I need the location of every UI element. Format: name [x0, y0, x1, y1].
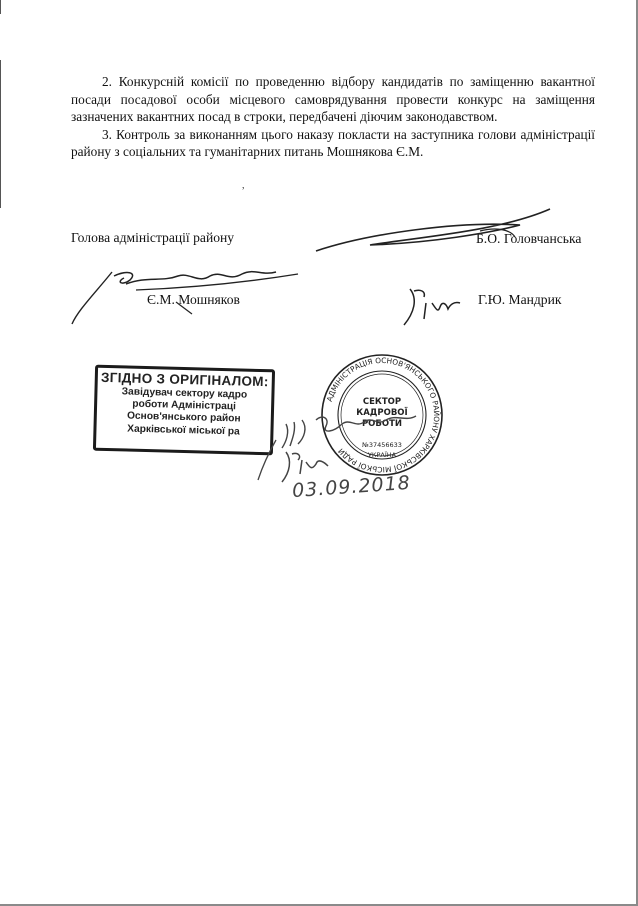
stamp-title: ЗГІДНО З ОРИГІНАЛОМ: — [100, 369, 269, 390]
head-title: Голова адміністрації району — [71, 230, 235, 245]
stamp-line-3: Основ'янського район — [126, 410, 241, 425]
seal-center-2: КАДРОВОЇ — [356, 408, 408, 418]
third-signature — [396, 283, 476, 329]
third-name: Г.Ю. Мандрик — [478, 292, 562, 307]
paragraph-2: 2. Конкурсній комісії по проведенню відбору кандидатів по заміщенню вакантної посади посадової особи місцевого самоврядування провести конкурс на заміщення зазначених вакантних посад в строки, передбачені діючим законодавством. — [71, 74, 595, 125]
handwritten-date: 03.09.2018 — [291, 471, 412, 503]
stray-mark: , — [242, 180, 245, 191]
seal-center-3: РОБОТИ — [361, 419, 403, 429]
left-edge-mark — [0, 0, 1, 14]
seal-code: №37456633 — [362, 441, 402, 449]
seal-outer-text: АДМІНІСТРАЦІЯ ОСНОВ'ЯНСЬКОГО РАЙОНУ ХАРКІВСЬКОЇ МІСЬКОЇ РАДИ — [324, 355, 442, 475]
stamp-line-2: роботи Адміністраці — [132, 398, 237, 413]
head-signature — [310, 203, 560, 258]
seal-center-1: СЕКТОР — [362, 397, 402, 407]
document-body — [71, 73, 595, 161]
left-edge-line — [0, 60, 1, 208]
paragraph-3: 3. Контроль за виконанням цього наказу покласти на заступника голови адміністрації району з соціальних та гуманітарних питань Мошнякова Є.М. — [71, 126, 595, 160]
head-name: Б.О. Головчанська — [476, 231, 582, 246]
second-name: Є.М. Мошняков — [147, 292, 240, 307]
stamp-line-1: Завідувач сектору кадро — [121, 386, 248, 401]
seal-country: УКРАЇНА — [367, 451, 397, 459]
stamp-line-4: Харківської міської ра — [127, 423, 240, 438]
second-signature — [66, 262, 306, 330]
